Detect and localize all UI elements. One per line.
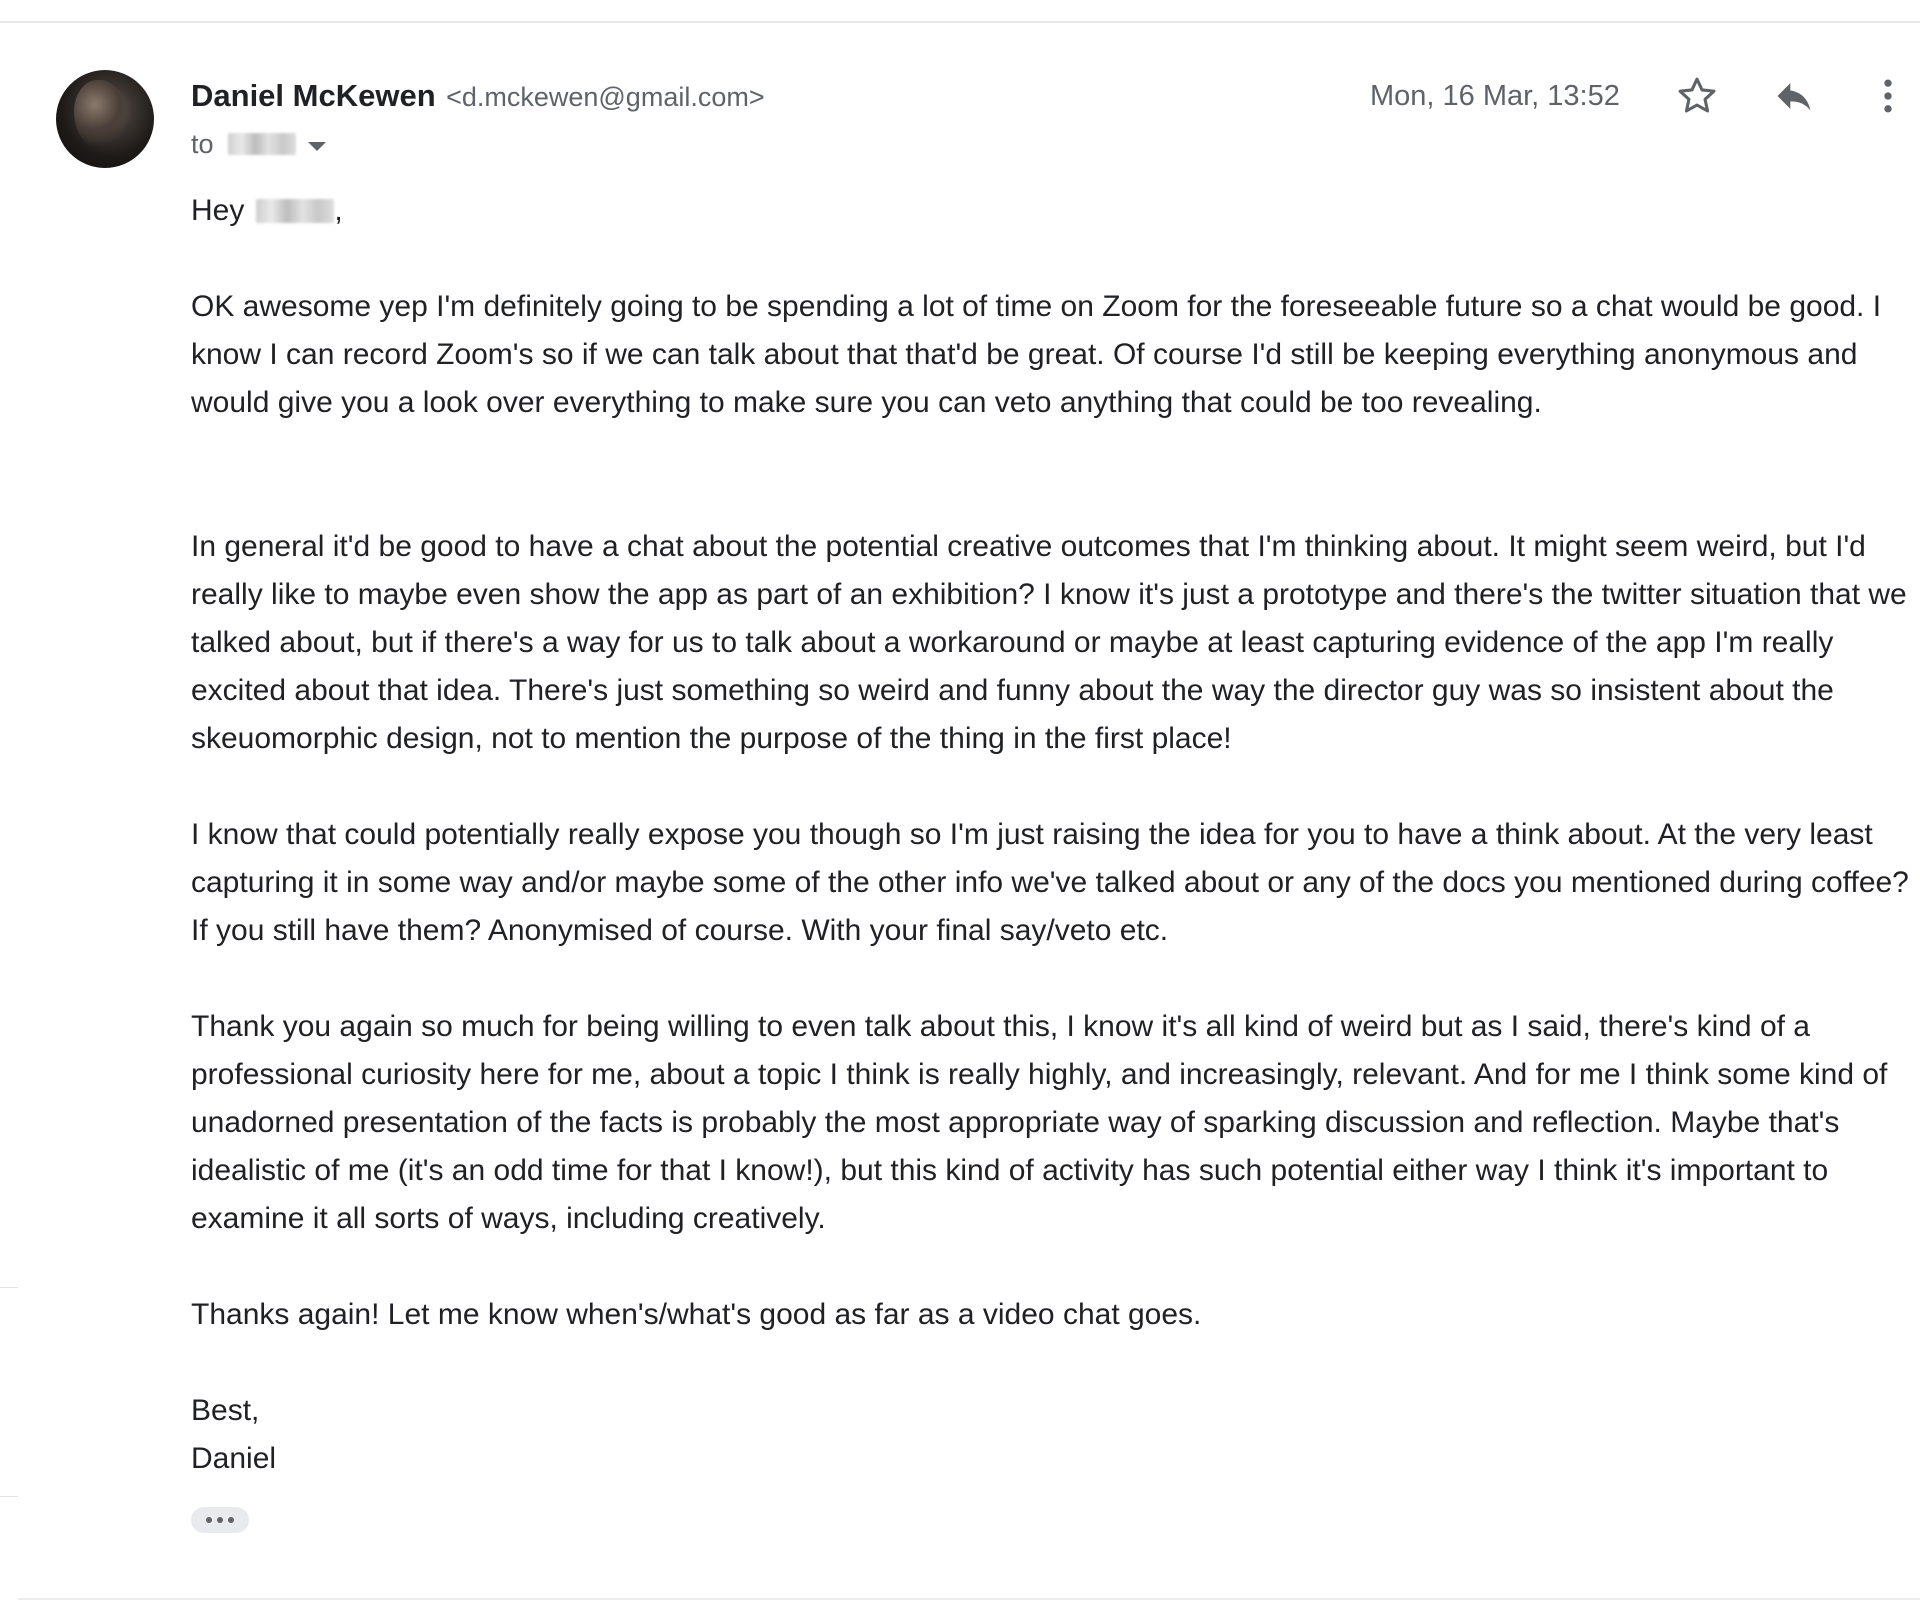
- greeting-text: Hey: [191, 194, 245, 227]
- to-label: to: [191, 128, 214, 159]
- body-paragraph-5: Thanks again! Let me know when's/what's good as far as a video chat goes.: [191, 1298, 1202, 1331]
- signoff: Best,: [191, 1394, 260, 1427]
- greeting-line: [191, 187, 343, 235]
- star-button[interactable]: [1673, 72, 1721, 120]
- top-divider: [0, 21, 1920, 23]
- message-date: Mon, 16 Mar, 13:52: [1370, 80, 1620, 112]
- redacted-recipient: [228, 133, 296, 155]
- star-icon: [1675, 74, 1719, 118]
- sender-avatar[interactable]: [56, 70, 154, 168]
- body-paragraph-3: I know that could potentially really expose you though so I'm just raising the idea for you to have a think about. At the very least capturing it in some way and/or maybe some of the other info we've talked about or any of the docs you mentioned during coffee? If you still have them? Anonymised of course. With your final say/veto etc.: [191, 818, 1909, 947]
- chevron-down-icon[interactable]: [308, 142, 326, 151]
- recipient-row[interactable]: [191, 124, 326, 164]
- body-paragraph-2: In general it'd be good to have a chat about the potential creative outcomes that I'm thinking about. It might seem weird, but I'd really like to maybe even show the app as part of an exhibition? I know it's just a prototype and there's the twitter situation that we talked about, but if there's a way for us to talk about a workaround or maybe at least capturing evidence of the app I'm really excited about that idea. There's just something so weird and funny about the way the director guy was so insistent about the skeuomorphic design, not to mention the purpose of the thing in the first place!: [191, 530, 1907, 755]
- reply-icon: [1772, 74, 1816, 118]
- ellipsis-dot: [228, 1517, 234, 1523]
- ellipsis-dot: [217, 1517, 223, 1523]
- sender-header: [191, 74, 765, 124]
- signature: Daniel: [191, 1442, 277, 1475]
- reply-button[interactable]: [1770, 72, 1818, 120]
- more-vert-icon: [1866, 74, 1910, 118]
- redacted-recipient-name: [256, 199, 334, 223]
- bottom-divider: [18, 1598, 1920, 1600]
- greeting-comma: ,: [334, 194, 343, 227]
- show-trimmed-content-button[interactable]: [191, 1507, 249, 1533]
- body-paragraph-1: OK awesome yep I'm definitely going to be spending a lot of time on Zoom for the foreseeable future so a chat would be good. I know I can record Zoom's so if we can talk about that that'd be great. Of course I'd still be keeping everything anonymous and would give you a look over everything to make sure you can veto anything that could be too revealing.: [191, 290, 1882, 419]
- sender-email: <d.mckewen@gmail.com>: [446, 82, 765, 112]
- left-edge-tick: [0, 1496, 18, 1497]
- body-paragraph-4: Thank you again so much for being willing to even talk about this, I know it's all kind of weird but as I said, there's kind of a professional curiosity here for me, about a topic I think is really highly, and increasingly, relevant. And for me I think some kind of unadorned presentation of the facts is probably the most appropriate way of sparking discussion and reflection. Maybe that's idealistic of me (it's an odd time for that I know!), but this kind of activity has such potential either way I think it's important to examine it all sorts of ways, including creatively.: [191, 1010, 1888, 1235]
- left-edge-tick: [0, 1287, 18, 1288]
- ellipsis-dot: [206, 1517, 212, 1523]
- sender-name[interactable]: Daniel McKewen: [191, 78, 436, 113]
- more-options-button[interactable]: [1864, 72, 1912, 120]
